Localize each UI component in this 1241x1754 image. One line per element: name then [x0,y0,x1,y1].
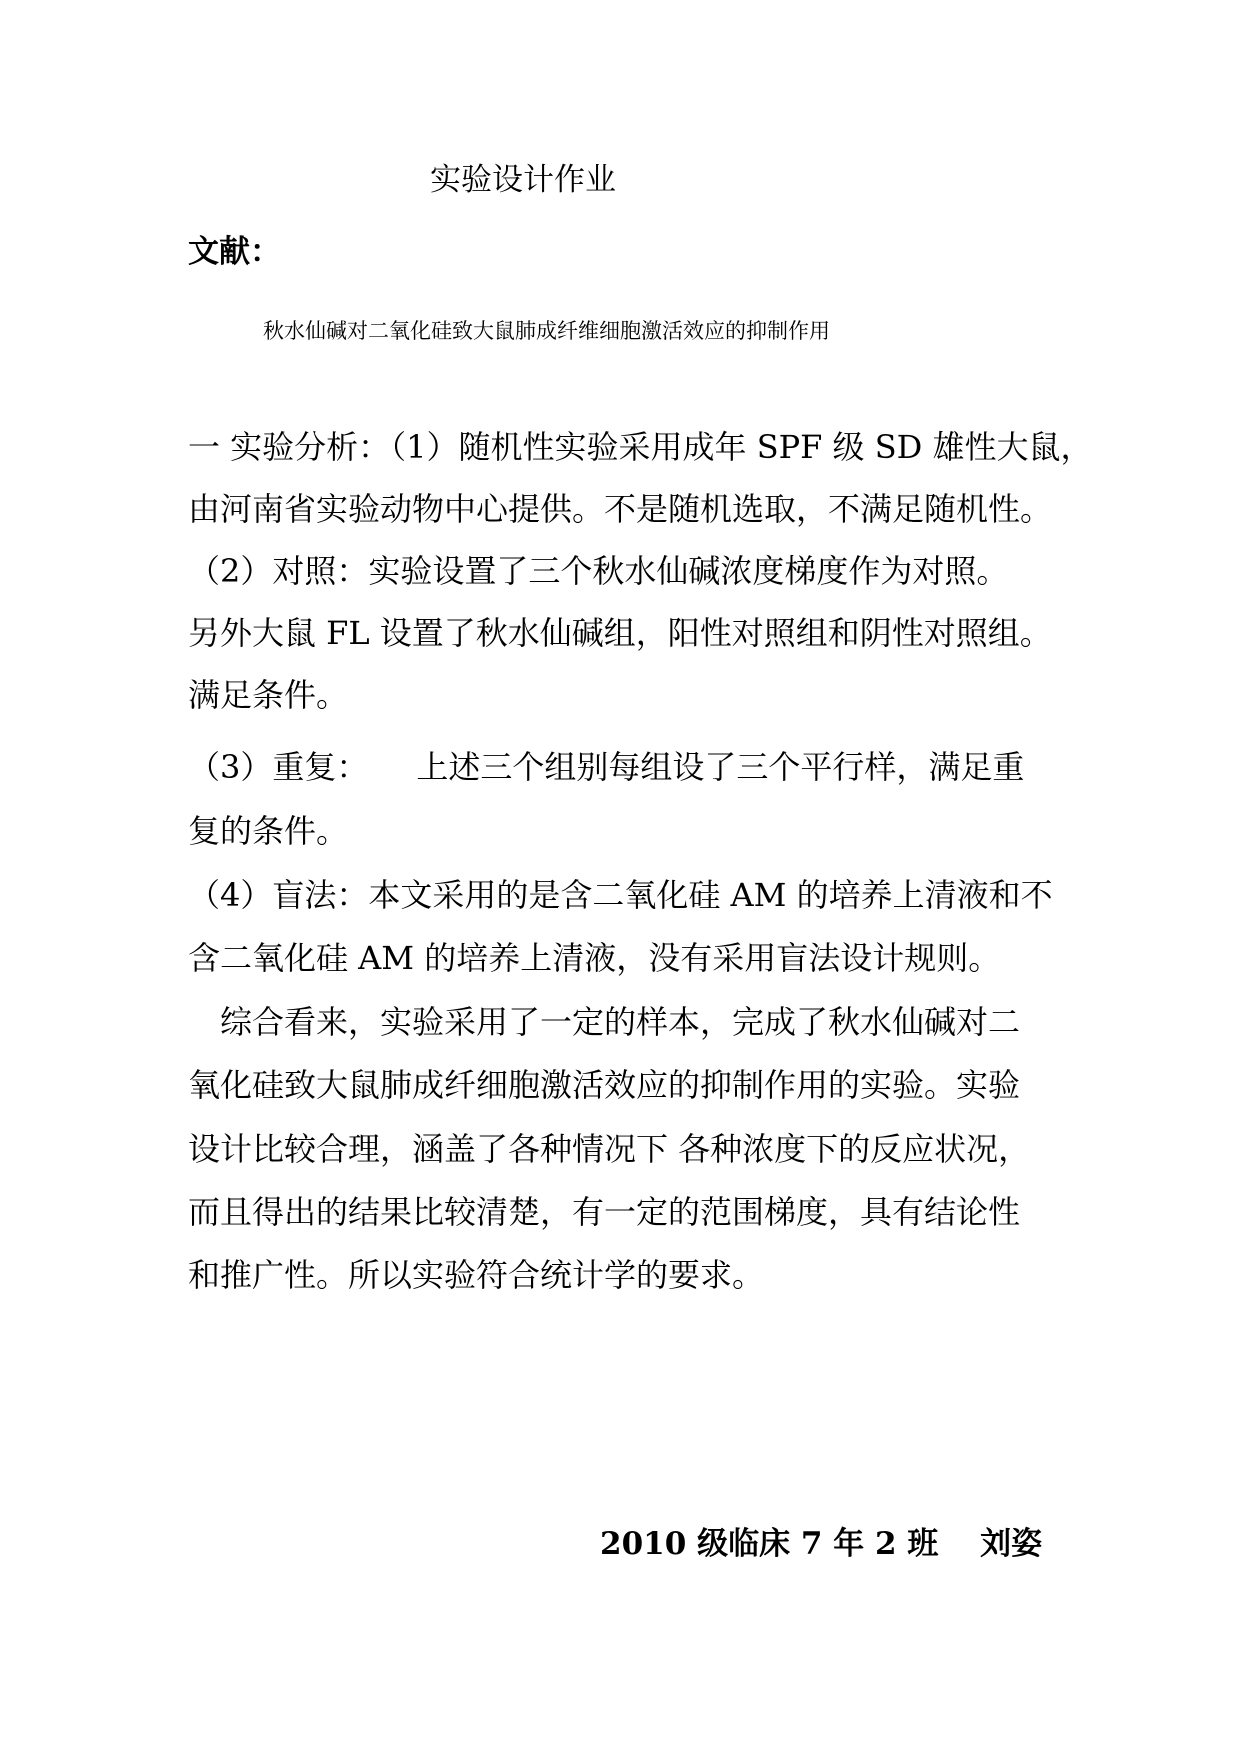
body-line: 含二氧化硅 AM 的培养上清液，没有采用盲法设计规则。 [188,939,1001,977]
body-line: （2）对照：实验设置了三个秋水仙碱浓度梯度作为对照。 [188,552,1009,590]
body-line: （4）盲法：本文采用的是含二氧化硅 AM 的培养上清液和不 [188,876,1053,914]
body-line: 满足条件。 [188,676,349,714]
body-line: 由河南省实验动物中心提供。不是随机选取，不满足随机性。 [188,490,1053,528]
body-line: 设计比较合理，涵盖了各种情况下 各种浓度下的反应状况， [188,1130,1031,1168]
body-line: 一 实验分析：（1）随机性实验采用成年 SPF 级 SD 雄性大鼠， [188,428,1093,466]
body-line: 而且得出的结果比较清楚，有一定的范围梯度，具有结论性 [188,1193,1021,1231]
body-line: 和推广性。所以实验符合统计学的要求。 [188,1256,765,1294]
body-line: 综合看来，实验采用了一定的样本，完成了秋水仙碱对二 [188,1003,1021,1041]
body-line: 另外大鼠 FL 设置了秋水仙碱组，阳性对照组和阴性对照组。 [188,614,1052,652]
document-title: 实验设计作业 [430,162,616,198]
author-signature: 2010 级临床 7 年 2 班 刘姿 [600,1526,1043,1562]
body-line: （3）重复： 上述三个组别每组设了三个平行样，满足重 [188,748,1025,786]
body-line: 复的条件。 [188,812,349,850]
body-line: 氧化硅致大鼠肺成纤细胞激活效应的抑制作用的实验。实验 [188,1066,1021,1104]
paper-title: 秋水仙碱对二氧化硅致大鼠肺成纤维细胞激活效应的抑制作用 [263,319,830,343]
reference-label: 文献： [188,234,281,270]
